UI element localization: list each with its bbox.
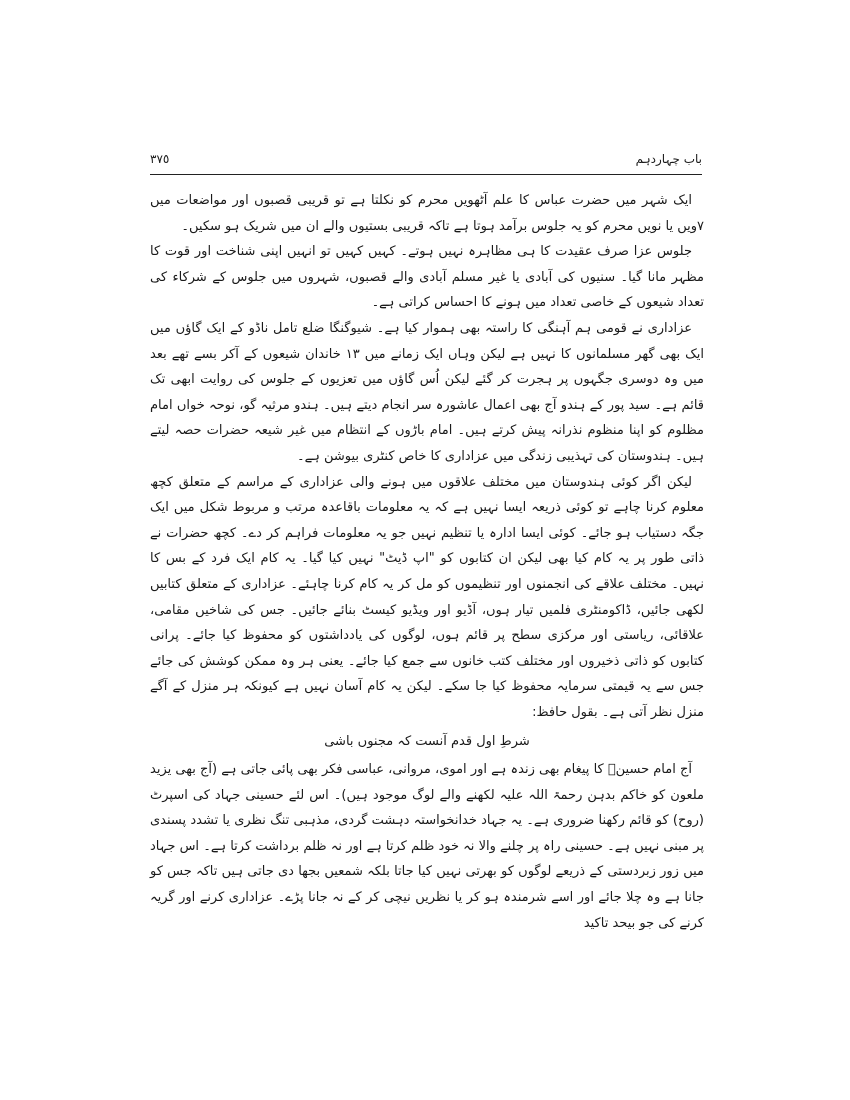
paragraph: جلوس عزا صرف عقیدت کا ہی مظاہرہ نہیں ہوتے۔ کہیں کہیں تو انہیں اپنی شناخت اور قوت کا مظہر مانا گیا۔ سنیوں کی آبادی یا غیر مسلم آبادی والے قصبوں، شہروں میں جلوس کے شرکاء کی تعداد شیعوں کے خاصی تعداد میں ہونے کا احساس کراتی ہے۔ xyxy=(150,244,704,311)
header-divider xyxy=(150,174,702,175)
page-number: ٣٧٥ xyxy=(150,152,170,166)
paragraph: آج امام حسینؑ کا پیغام بھی زندہ ہے اور اموی، مروانی، عباسی فکر بھی پائی جاتی ہے (آج بھی یزید ملعون کو خاکم بدہن رحمۃ اللہ علیہ لکھنے والے لوگ موجود ہیں)۔ اس لئے حسینی جہاد کی اسپرٹ (روح) کو قائم رکھنا ضروری ہے۔ یہ جہاد خدانخواستہ دہشت گردی، مذہبی تنگ نظری یا تشدد پسندی پر مبنی نہیں ہے۔ حسینی راہ پر چلنے والا نہ خود ظلم کرتا ہے اور نہ ظلم برداشت کرتا ہے۔ اس جہاد میں زور زبردستی کے ذریعے لوگوں کو بھرتی نہیں کیا جاتا بلکہ شمعیں بجھا دی جاتی ہیں تاکہ جس کو جانا ہے وہ چلا جائے اور اسے شرمندہ ہو کر یا نظریں نیچی کر کے نہ جانا پڑے۔ عزاداری کرنے اور گریہ کرنے کی جو بیحد تاکید xyxy=(150,762,704,931)
paragraph: لیکن اگر کوئی ہندوستان میں مختلف علاقوں میں ہونے والی عزاداری کے مراسم کے متعلق کچھ معلوم کرنا چاہے تو کوئی ذریعہ ایسا نہیں ہے کہ یہ معلومات باقاعدہ مرتب و مربوط شکل میں ایک جگہ دستیاب ہو جائے۔ کوئی ایسا ادارہ یا تنظیم نہیں جو یہ معلومات فراہم کر دے۔ کچھ حضرات نے ذاتی طور پر یہ کام کیا بھی لیکن ان کتابوں کو "اپ ڈیٹ" نہیں کیا گیا۔ یہ کام ایک فرد کے بس کا نہیں۔ مختلف علاقے کی انجمنوں اور تنظیموں کو مل کر یہ کام کرنا چاہئے۔ عزاداری کے متعلق کتابیں لکھی جائیں، ڈاکومنٹری فلمیں تیار ہوں، آڈیو اور ویڈیو کیسٹ بنائے جائیں۔ جس کی شاخیں مقامی، علاقائی، ریاستی اور مرکزی سطح پر قائم ہوں، لوگوں کی یادداشتوں کو محفوظ کیا جائے۔ پرانی کتابوں کو ذاتی ذخیروں اور مختلف کتب خانوں سے جمع کیا جائے۔ یعنی ہر وہ ممکن کوشش کی جائے جس سے یہ قیمتی سرمایہ محفوظ کیا جا سکے۔ لیکن یہ کام آسان نہیں ہے کیونکہ ہر منزل کے آگے منزل نظر آتی ہے۔ بقول حافظ: xyxy=(150,474,704,720)
paragraph: عزاداری نے قومی ہم آہنگی کا راستہ بھی ہموار کیا ہے۔ شیوگنگا ضلع تامل ناڈو کے ایک گاؤں میں ایک بھی گھر مسلمانوں کا نہیں ہے لیکن وہاں ایک زمانے میں ۱۳ خاندان شیعوں کے آکر بسے تھے بعد میں وہ دوسری جگہوں پر ہجرت کر گئے لیکن اُس گاؤں میں تعزیوں کے جلوس کی روایت ابھی تک قائم ہے۔ سید پور کے ہندو آج بھی اعمال عاشورہ سر انجام دیتے ہیں۔ ہندو مرثیہ گو، نوحہ خواں امام مظلوم کو اپنا منظوم نذرانہ پیش کرتے ہیں۔ امام باڑوں کے انتظام میں غیر شیعہ حضرات حصہ لیتے ہیں۔ ہندوستان کی تہذیبی زندگی میں عزاداری کا خاص کنٹری بیوشن ہے۔ xyxy=(150,320,704,464)
running-header xyxy=(150,149,702,173)
chapter-title: باب چہاردہم xyxy=(635,152,702,166)
verse-line: شرطِ اول قدم آنست کہ مجنوں باشی xyxy=(324,734,530,750)
paragraph: ایک شہر میں حضرت عباس کا علم آٹھویں محرم کو نکلتا ہے تو قریبی قصبوں اور مواضعات میں ۷ویں یا نویں محرم کو یہ جلوس برآمد ہوتا ہے تاکہ قریبی بستیوں والے ان میں شریک ہو سکیں۔ xyxy=(150,193,704,234)
body-text xyxy=(150,188,704,936)
